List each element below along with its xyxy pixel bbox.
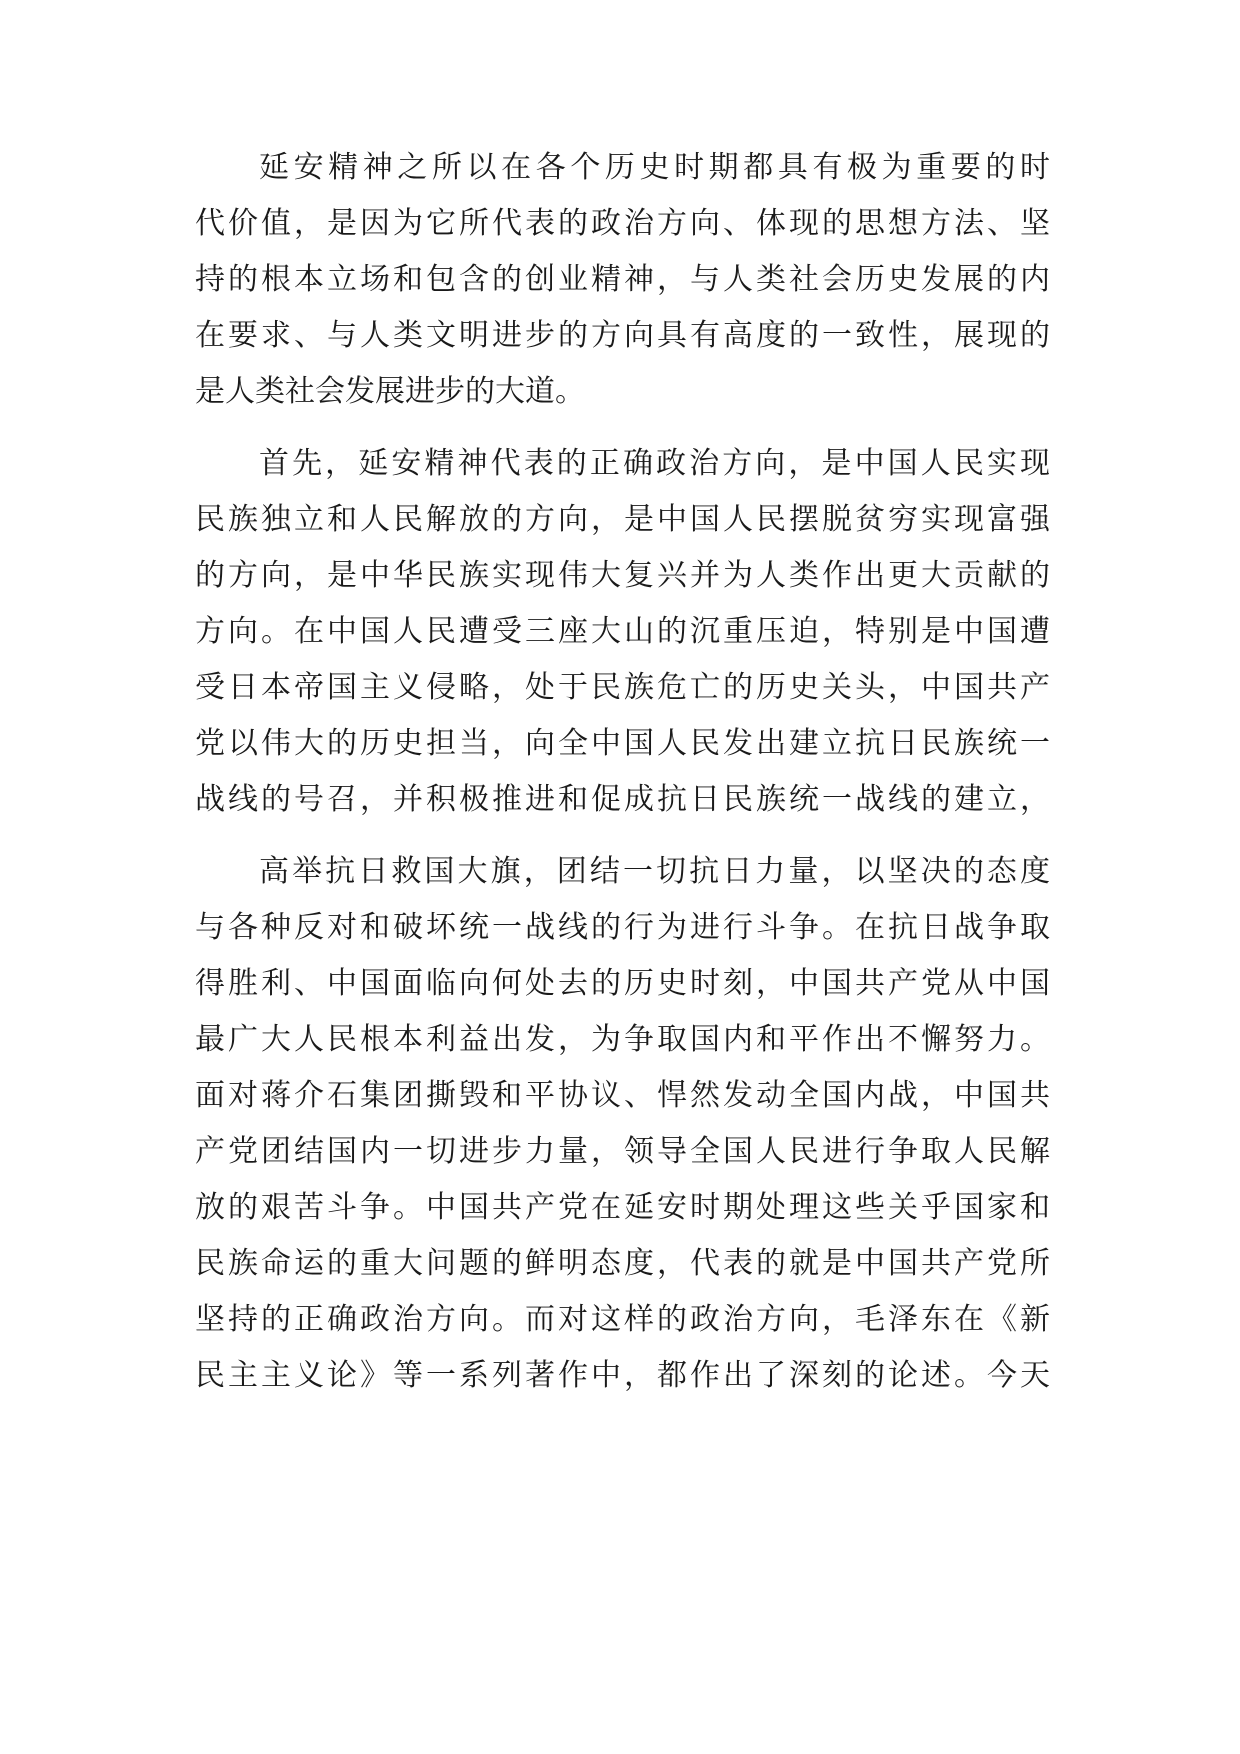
text-line: 党以伟大的历史担当，向全中国人民发出建立抗日民族统一 — [195, 726, 1050, 761]
text-line: 首先，延安精神代表的正确政治方向，是中国人民实现 — [259, 446, 1050, 481]
text-line: 战线的号召，并积极推进和促成抗日民族统一战线的建立， — [195, 782, 1050, 817]
text-line: 最广大人民根本利益出发，为争取国内和平作出不懈努力。 — [195, 1022, 1050, 1057]
text-line: 得胜利、中国面临向何处去的历史时刻，中国共产党从中国 — [195, 966, 1050, 1001]
text-line: 延安精神之所以在各个历史时期都具有极为重要的时 — [259, 150, 1050, 185]
text-line: 放的艰苦斗争。中国共产党在延安时期处理这些关乎国家和 — [195, 1190, 1050, 1225]
text-line: 持的根本立场和包含的创业精神，与人类社会历史发展的内 — [195, 262, 1050, 297]
text-line: 方向。在中国人民遭受三座大山的沉重压迫，特别是中国遭 — [195, 614, 1050, 649]
text-line: 代价值，是因为它所代表的政治方向、体现的思想方法、坚 — [195, 206, 1050, 241]
text-line: 面对蒋介石集团撕毁和平协议、悍然发动全国内战，中国共 — [195, 1078, 1050, 1113]
text-line: 是人类社会发展进步的大道。 — [195, 374, 585, 409]
text-line: 高举抗日救国大旗，团结一切抗日力量，以坚决的态度 — [259, 854, 1050, 889]
text-line: 在要求、与人类文明进步的方向具有高度的一致性，展现的 — [195, 318, 1050, 353]
text-line: 民主主义论》等一系列著作中，都作出了深刻的论述。今天 — [195, 1358, 1050, 1393]
text-line: 坚持的正确政治方向。而对这样的政治方向，毛泽东在《新 — [195, 1302, 1050, 1337]
text-line: 民族独立和人民解放的方向，是中国人民摆脱贫穷实现富强 — [195, 502, 1050, 537]
text-line: 民族命运的重大问题的鲜明态度，代表的就是中国共产党所 — [195, 1246, 1050, 1281]
text-line: 与各种反对和破坏统一战线的行为进行斗争。在抗日战争取 — [195, 910, 1050, 945]
text-line: 受日本帝国主义侵略，处于民族危亡的历史关头，中国共产 — [195, 670, 1050, 705]
text-line: 的方向，是中华民族实现伟大复兴并为人类作出更大贡献的 — [195, 558, 1050, 593]
text-line: 产党团结国内一切进步力量，领导全国人民进行争取人民解 — [195, 1134, 1050, 1169]
